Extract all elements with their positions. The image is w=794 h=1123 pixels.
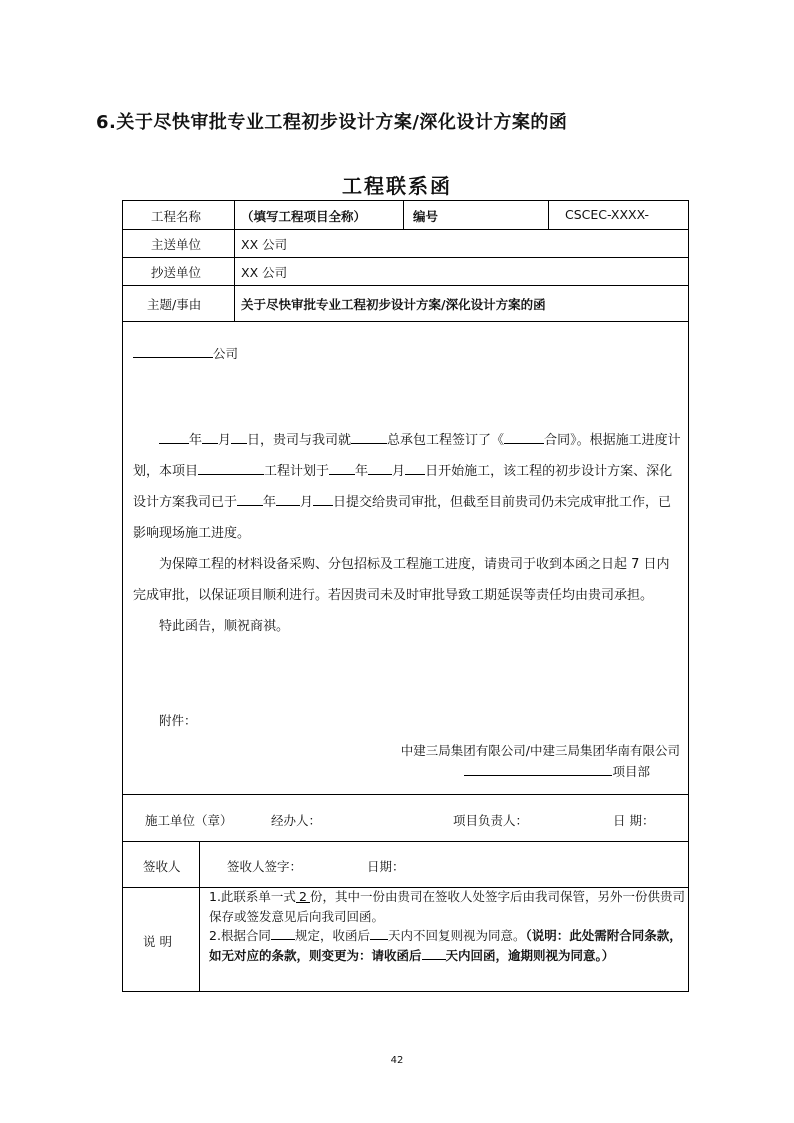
paragraph-1: 年 月 日，贵司与我司就 总承包工程签订了《 合同》。根据施工进度计划，本项目 工程计划于 年 月 日开始施工，该工程的初步设计方案、深化设计方案我司已于 年 月 日提交给贵司审批，但截至目前贵司仍未完成审批工作，已影响现场施工进度。: [133, 425, 681, 549]
notes-label: 说 明: [143, 934, 172, 949]
number-label: 编号: [413, 209, 439, 224]
addressee: 公司: [133, 344, 238, 362]
page-number: 42: [390, 1055, 404, 1066]
number-value[interactable]: CSCEC-XXXX-: [565, 207, 650, 222]
attachment-label: 附件：: [159, 713, 197, 728]
cc-value[interactable]: XX 公司: [241, 265, 288, 280]
note-2: 2.根据合同 规定，收函后 天内不回复则视为同意。（说明：此处需附合同条款，如无对应的条款，则变更为：请收函后 天内回函，逾期则视为同意。）: [209, 928, 682, 963]
project-manager-field[interactable]: 项目负责人：: [453, 813, 529, 828]
project-dept: 项目部: [464, 762, 650, 780]
receiver-signature-field[interactable]: 签收人签字：: [227, 859, 303, 874]
letter-body: [133, 425, 681, 642]
subject-label: 主题/事由: [147, 297, 202, 312]
contact-form-table: [122, 200, 689, 992]
paragraph-2: 为保障工程的材料设备采购、分包招标及工程施工进度，请贵司于收到本函之日起 7 日内完成审批，以保证项目顺利进行。若因贵司未及时审批导致工期延误等责任均由贵司承担。: [133, 557, 670, 603]
note-1: 1.此联系单一式 2 份，其中一份由贵司在签收人处签字后由我司保管，另外一份供贵司保存或签发意见后向我司回函。: [209, 889, 685, 924]
receipt-date-field[interactable]: 日期：: [367, 859, 405, 874]
construction-unit-seal: 施工单位（章）: [145, 813, 233, 828]
notes-text: [209, 887, 685, 965]
main-recipient-value[interactable]: XX 公司: [241, 237, 288, 252]
subject-value[interactable]: 关于尽快审批专业工程初步设计方案/深化设计方案的函: [241, 297, 546, 312]
paragraph-3: 特此函告，顺祝商祺。: [159, 619, 290, 634]
project-name-value[interactable]: （填写工程项目全称）: [241, 209, 367, 224]
date-field[interactable]: 日 期：: [613, 813, 655, 828]
main-recipient-label: 主送单位: [151, 237, 202, 252]
company-name: 中建三局集团有限公司/中建三局集团华南有限公司: [400, 743, 680, 758]
project-name-label: 工程名称: [151, 209, 202, 224]
cc-label: 抄送单位: [151, 265, 202, 280]
form-title: 工程联系函: [342, 174, 452, 198]
handler-field[interactable]: 经办人：: [271, 813, 322, 828]
section-heading: 6.关于尽快审批专业工程初步设计方案/深化设计方案的函: [96, 112, 568, 133]
receiver-label: 签收人: [143, 859, 181, 874]
